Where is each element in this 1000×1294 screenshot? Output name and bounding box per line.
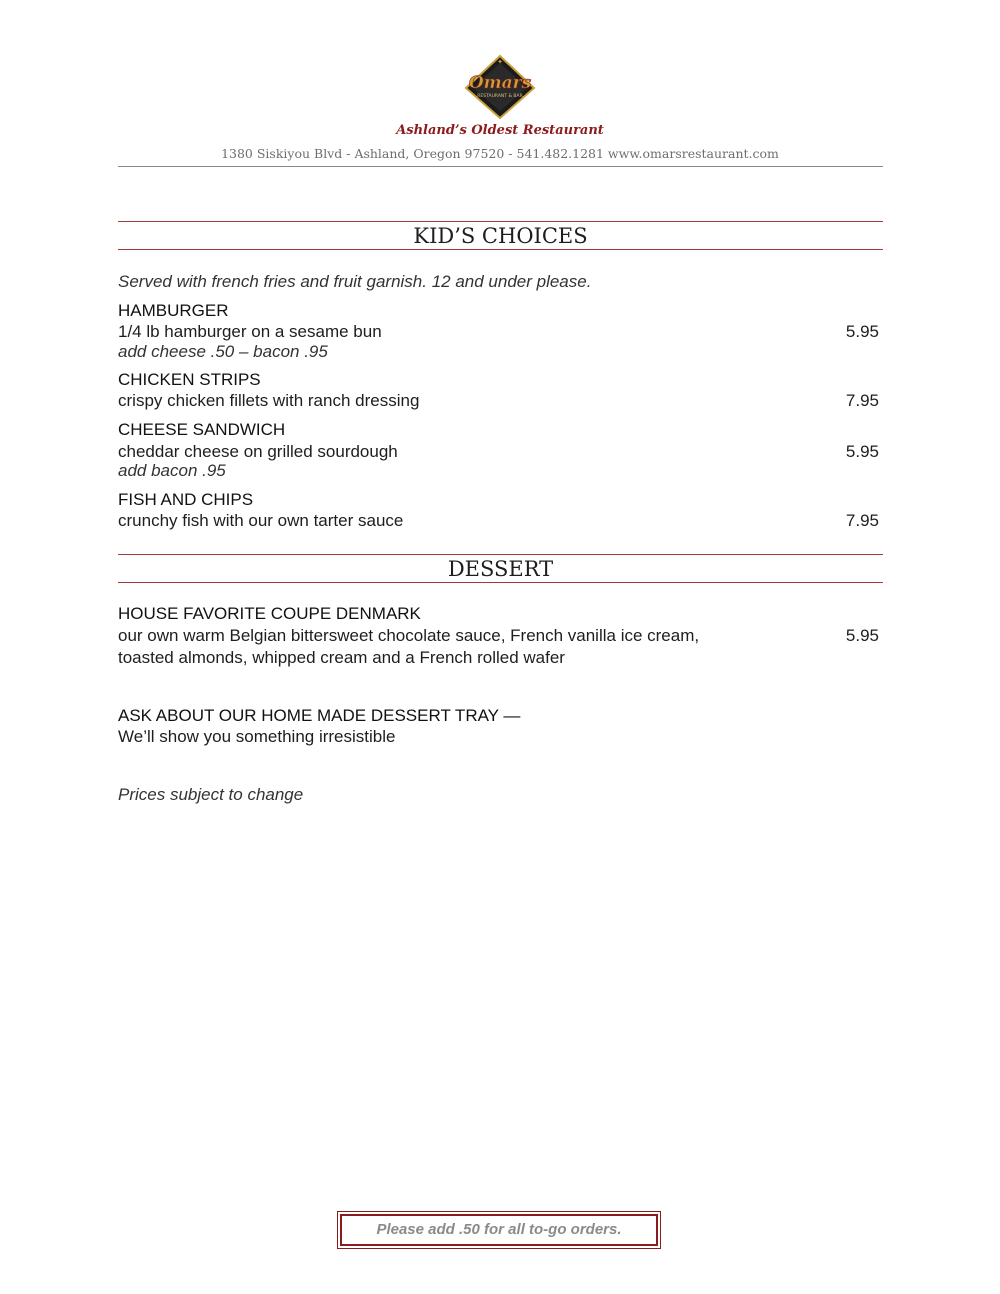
svg-text:RESTAURANT & BAR: RESTAURANT & BAR xyxy=(477,94,523,99)
menu-item-name: CHICKEN STRIPS xyxy=(118,370,261,389)
dessert-tray-text: We’ll show you something irresistible xyxy=(118,727,396,746)
menu-item-price: 7.95 xyxy=(845,391,879,410)
menu-item-desc: 1/4 lb hamburger on a sesame bun xyxy=(118,322,382,341)
header-divider xyxy=(118,166,883,167)
menu-item-extra: add bacon .95 xyxy=(118,461,226,480)
togo-notice: Please add .50 for all to-go orders. xyxy=(340,1214,658,1246)
svg-text:Omars: Omars xyxy=(468,73,532,93)
address-line: 1380 Siskiyou Blvd - Ashland, Oregon 97520 - 541.482.1281 www.omarsrestaurant.com xyxy=(221,146,779,161)
menu-item-name: FISH AND CHIPS xyxy=(118,490,254,509)
tagline: Ashland’s Oldest Restaurant xyxy=(396,123,604,138)
prices-note: Prices subject to change xyxy=(118,785,304,804)
svg-text:✦: ✦ xyxy=(497,58,503,66)
menu-item-desc: our own warm Belgian bittersweet chocolate sauce, French vanilla ice cream, xyxy=(118,626,700,645)
section-title-kids: KID’S CHOICES xyxy=(118,221,883,250)
menu-item-name: HAMBURGER xyxy=(118,301,229,320)
menu-item-price: 7.95 xyxy=(845,511,879,530)
omars-logo xyxy=(464,54,536,120)
kids-note: Served with french fries and fruit garnish. 12 and under please. xyxy=(118,272,592,291)
menu-item-name: HOUSE FAVORITE COUPE DENMARK xyxy=(118,604,421,623)
menu-item-desc: crispy chicken fillets with ranch dressing xyxy=(118,391,420,410)
menu-item-price: 5.95 xyxy=(845,626,879,645)
menu-item-desc: crunchy fish with our own tarter sauce xyxy=(118,511,404,530)
dessert-tray-heading: ASK ABOUT OUR HOME MADE DESSERT TRAY — xyxy=(118,706,521,725)
menu-item-price: 5.95 xyxy=(845,442,879,461)
menu-item-price: 5.95 xyxy=(845,322,879,341)
section-title-dessert: DESSERT xyxy=(118,554,883,583)
menu-item-extra: add cheese .50 – bacon .95 xyxy=(118,342,328,361)
menu-item-name: CHEESE SANDWICH xyxy=(118,420,286,439)
menu-item-desc-cont: toasted almonds, whipped cream and a French rolled wafer xyxy=(118,648,565,667)
menu-item-desc: cheddar cheese on grilled sourdough xyxy=(118,442,398,461)
